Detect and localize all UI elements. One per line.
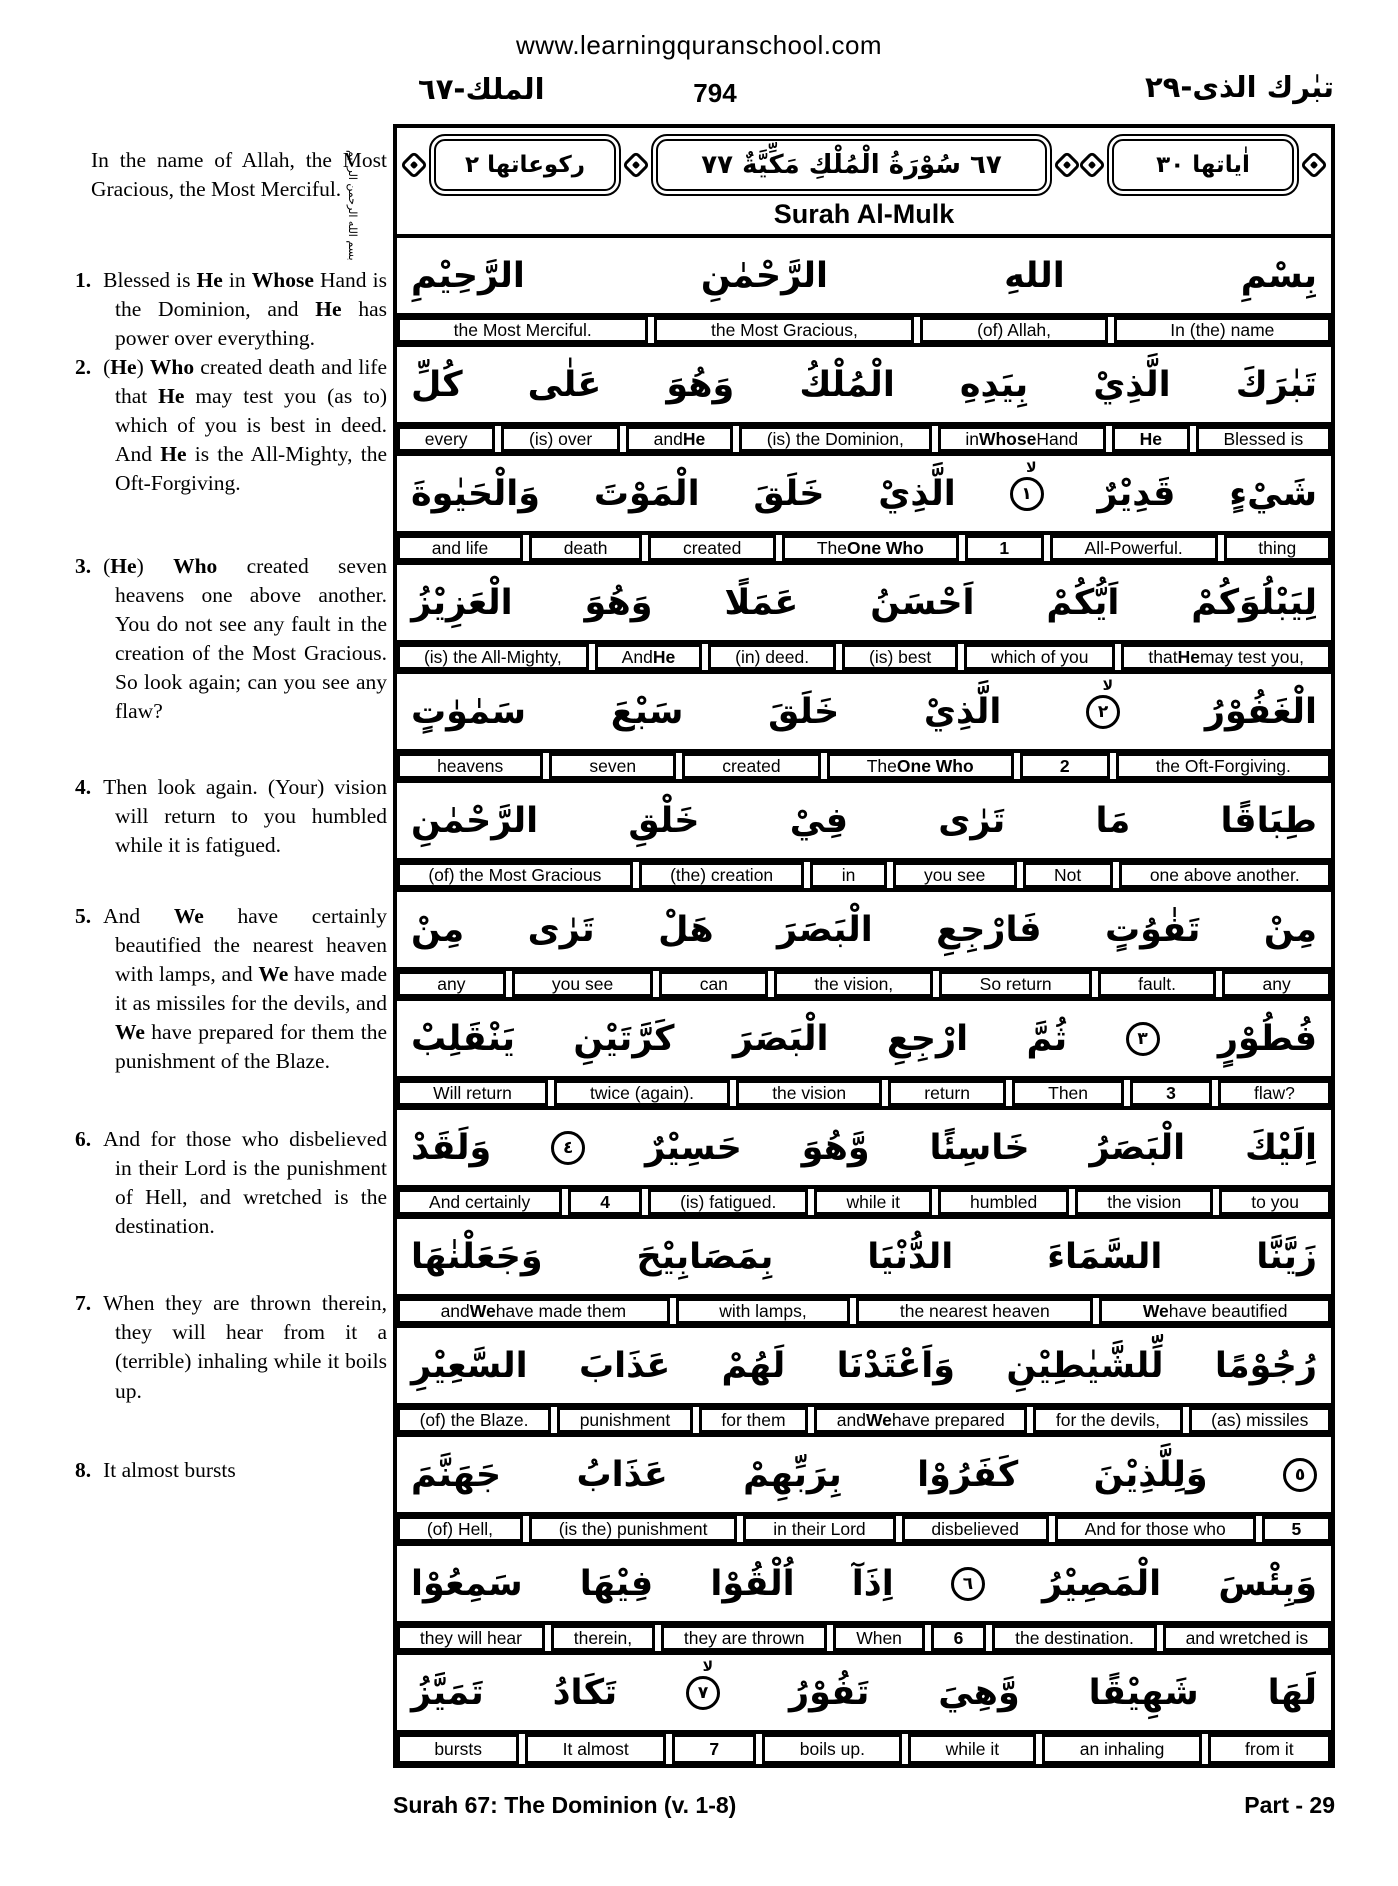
word-translation-cell: 2 <box>1020 753 1110 779</box>
arabic-word: الدُّنْيَا <box>867 1236 954 1277</box>
word-translation-cell: and We have prepared <box>814 1407 1027 1433</box>
word-translation-cell: In (the) name <box>1114 317 1331 343</box>
verse-text: Blessed is He in Whose Hand is the Dominion, and He has power over everything. <box>103 268 387 351</box>
arabic-word: حَسِيْرٌ <box>644 1127 742 1168</box>
word-translation-row <box>397 1076 1331 1110</box>
arabic-word: اللهِ <box>1004 255 1065 296</box>
arabic-word: وَبِئْسَ <box>1218 1563 1317 1604</box>
banner-ayah-count: اٰياتها ٣٠ <box>1107 134 1299 196</box>
arabic-word: ثُمَّ <box>1026 1018 1068 1059</box>
word-translation-cell: the Most Gracious, <box>654 317 914 343</box>
arabic-word: وَّهُوَ <box>801 1127 870 1168</box>
word-translation-cell: fault. <box>1098 971 1216 997</box>
word-translation-cell: And He <box>595 644 702 670</box>
word-translation-cell: you see <box>512 971 654 997</box>
arabic-word: السَّمَاءَ <box>1047 1236 1163 1277</box>
word-translation-cell: and wretched is <box>1163 1625 1331 1651</box>
stop-mark: لا <box>702 1658 714 1675</box>
word-translation-cell: The One Who <box>782 535 958 561</box>
arabic-word: الْبَصَرُ <box>1089 1127 1186 1168</box>
sidebar-verse-translation <box>75 353 387 498</box>
word-translation-cell: and We have made them <box>397 1298 670 1324</box>
surah-ornamental-banner <box>404 134 1324 196</box>
word-translation-cell: (of) the Most Gracious <box>397 862 633 888</box>
word-translation-row <box>397 1294 1331 1328</box>
arabic-word: بِرَبِّهِمْ <box>743 1454 842 1495</box>
word-translation-cell: the destination. <box>992 1625 1156 1651</box>
verse-number: 2. <box>75 355 92 380</box>
word-translation-cell: thing <box>1224 535 1331 561</box>
floral-ornament-icon <box>1078 151 1106 179</box>
verse-end-medallion: ٤ <box>551 1131 585 1165</box>
arabic-word: رُجُوْمًا <box>1214 1345 1317 1386</box>
arabic-word: كُلِّ <box>411 364 463 405</box>
arabic-verse-row <box>397 892 1331 967</box>
floral-ornament-icon <box>1300 151 1328 179</box>
verse-end-medallion: ٥ <box>1283 1458 1317 1492</box>
word-translation-cell: the vision <box>736 1080 882 1106</box>
stop-mark: لا <box>1102 677 1114 694</box>
word-translation-cell: twice (again). <box>554 1080 730 1106</box>
arabic-word: بِمَصَابِيْحَ <box>636 1236 774 1277</box>
word-translation-cell: Will return <box>397 1080 548 1106</box>
word-translation-cell: you see <box>893 862 1017 888</box>
arabic-word: الْمُلْكُ <box>799 364 895 405</box>
word-translation-cell: When <box>833 1625 924 1651</box>
word-translation-cell: an inhaling <box>1042 1734 1201 1764</box>
word-translation-row <box>397 422 1331 456</box>
verse-end-medallion: ٦ <box>951 1567 985 1601</box>
arabic-word: فِيْهَا <box>579 1563 654 1604</box>
arabic-word: وَهُوَ <box>584 582 653 623</box>
word-translation-cell: (is) the Dominion, <box>739 426 932 452</box>
verse-number: 4. <box>75 775 92 800</box>
word-translation-cell: 3 <box>1130 1080 1212 1106</box>
word-translation-cell: for the devils, <box>1033 1407 1182 1433</box>
header-juz-name-arabic: تبٰرك الذى-٢٩ <box>1144 70 1334 104</box>
arabic-word: اَحْسَنُ <box>870 582 975 623</box>
arabic-word: مِنْ <box>1263 909 1317 950</box>
word-translation-cell: (of) the Blaze. <box>397 1407 551 1433</box>
arabic-word: جَهَنَّمَ <box>411 1454 502 1495</box>
word-translation-cell: for them <box>699 1407 808 1433</box>
word-translation-cell: that He may test you, <box>1121 644 1331 670</box>
sidebar-verse-translation <box>75 773 387 860</box>
arabic-word: لَهُمْ <box>721 1345 786 1386</box>
word-translation-row <box>397 313 1331 347</box>
word-translation-cell: (is) fatigued. <box>648 1189 808 1215</box>
arabic-word: خَلَقَ <box>753 473 825 514</box>
arabic-word: وَاَعْتَدْنَا <box>836 1345 956 1386</box>
arabic-word: الْبَصَرَ <box>732 1018 829 1059</box>
arabic-word: بِسْمِ <box>1240 255 1317 296</box>
banner-surah-name: ٦٧ سُوْرَةُ الْمُلْكِ مَكِّيَّةٌ ٧٧ <box>651 134 1052 196</box>
arabic-verse-row <box>397 565 1331 640</box>
verse-number: 7. <box>75 1291 92 1316</box>
arabic-word: اُلْقُوْا <box>710 1563 795 1604</box>
word-translation-cell: 5 <box>1262 1516 1331 1542</box>
word-translation-cell: from it <box>1208 1734 1331 1764</box>
sidebar-verse-translation <box>75 266 387 353</box>
arabic-word: فُطُوْرٍ <box>1217 1018 1317 1059</box>
arabic-word: شَهِيْقًا <box>1088 1672 1199 1713</box>
word-translation-cell: the vision, <box>774 971 933 997</box>
word-translation-cell: disbelieved <box>902 1516 1049 1542</box>
word-translation-cell: (the) creation <box>639 862 805 888</box>
word-translation-cell: and life <box>397 535 523 561</box>
arabic-word: الْغَفُوْرُ <box>1204 691 1317 732</box>
sidebar-verse-translation <box>75 1456 387 1485</box>
verse-text: Then look again. (Your) vision will return to you humbled while it is fatigued. <box>103 775 387 858</box>
arabic-word: مَا <box>1095 800 1131 841</box>
word-translation-row <box>397 1403 1331 1437</box>
arabic-word: خَاسِئًا <box>929 1127 1030 1168</box>
word-translation-row <box>397 531 1331 565</box>
verse-number: 5. <box>75 904 92 929</box>
sidebar-verse-translation <box>75 902 387 1076</box>
arabic-word: تَرٰى <box>527 909 595 950</box>
arabic-word: الرَّحِيْمِ <box>411 255 525 296</box>
arabic-word: الَّذِيْ <box>1093 364 1171 405</box>
word-translation-cell: So return <box>939 971 1091 997</box>
verse-number: 3. <box>75 554 92 579</box>
arabic-word: السَّعِيْرِ <box>411 1345 528 1386</box>
arabic-word: كَرَّتَيْنِ <box>573 1018 675 1059</box>
word-translation-cell: can <box>659 971 768 997</box>
arabic-word: فَارْجِعِ <box>936 909 1042 950</box>
verse-text: When they are thrown therein, they will hear from it a (terrible) inhaling while it boils up. <box>103 1291 387 1403</box>
footer-part-number: Part - 29 <box>1244 1792 1335 1818</box>
word-translation-cell: flaw? <box>1218 1080 1331 1106</box>
arabic-verse-row <box>397 238 1331 313</box>
arabic-word: ارْجِعِ <box>886 1018 969 1059</box>
surah-title: Surah Al-Mulk <box>397 198 1331 238</box>
verse-number: 8. <box>75 1457 92 1482</box>
word-translation-cell: therein, <box>551 1625 655 1651</box>
arabic-word: الَّذِيْ <box>878 473 956 514</box>
arabic-word: الرَّحْمٰنِ <box>700 255 829 296</box>
arabic-word: عَذَابَ <box>578 1345 671 1386</box>
verse-end-medallion: ٧ لا <box>686 1676 720 1710</box>
arabic-word: عَلٰى <box>527 364 602 405</box>
word-translation-cell: they are thrown <box>661 1625 827 1651</box>
word-translation-cell: return <box>888 1080 1006 1106</box>
arabic-verse-row <box>397 1437 1331 1512</box>
sidebar-verse-translation <box>75 552 387 726</box>
word-translation-cell: 7 <box>672 1734 756 1764</box>
word-translation-cell: death <box>529 535 642 561</box>
arabic-word: لِيَبْلُوَكُمْ <box>1191 582 1317 623</box>
word-translation-cell: punishment <box>557 1407 693 1433</box>
arabic-verse-row <box>397 1655 1331 1730</box>
word-translation-cell: heavens <box>397 753 543 779</box>
arabic-word: تَفٰوُتٍ <box>1104 909 1201 950</box>
word-translation-cell: 1 <box>965 535 1044 561</box>
word-translation-cell: every <box>397 426 495 452</box>
word-translation-cell: Blessed is <box>1196 426 1331 452</box>
arabic-word: عَذَابُ <box>576 1454 668 1495</box>
word-translation-cell: (of) Allah, <box>920 317 1107 343</box>
verse-end-medallion: ١ لا <box>1010 477 1044 511</box>
word-translation-cell: created <box>648 535 776 561</box>
word-translation-cell: seven <box>549 753 676 779</box>
arabic-word: شَيْءٍ <box>1229 473 1317 514</box>
site-url: www.learningquranschool.com <box>515 30 883 60</box>
verse-text: (He) Who created death and life that He may test you (as to) which of you is best in deed. And He is the All-Mighty, the Oft-Forgiving. <box>103 355 387 496</box>
verse-text: (He) Who created seven heavens one above another. You do not see any fault in the creation of the Most Gracious. So look again; can you see any flaw? <box>103 554 387 724</box>
arabic-word: تَكَادُ <box>552 1672 618 1713</box>
word-translation-cell: while it <box>814 1189 932 1215</box>
word-translation-cell: All-Powerful. <box>1050 535 1218 561</box>
arabic-word: تَبٰرَكَ <box>1235 364 1317 405</box>
verse-end-medallion: ٢ لا <box>1086 695 1120 729</box>
word-translation-cell: (of) Hell, <box>397 1516 523 1542</box>
arabic-verse-row <box>397 1110 1331 1185</box>
word-translation-cell: in <box>810 862 886 888</box>
floral-ornament-icon <box>400 151 428 179</box>
arabic-word: تَرٰى <box>938 800 1006 841</box>
bismillah-vertical-arabic: بسم الله الرحمن الرحيم <box>346 150 359 261</box>
arabic-verse-row <box>397 674 1331 749</box>
arabic-word: وَهُوَ <box>666 364 735 405</box>
word-translation-cell: created <box>682 753 821 779</box>
arabic-word: سَمٰوٰتٍ <box>411 691 527 732</box>
arabic-word: الَّذِيْ <box>923 691 1002 732</box>
word-translation-cell: any <box>397 971 506 997</box>
word-translation-cell: they will hear <box>397 1625 545 1651</box>
floral-ornament-icon <box>622 151 650 179</box>
header-surah-name-arabic: الملك-٦٧ <box>418 72 545 106</box>
word-translation-cell: Then <box>1012 1080 1124 1106</box>
arabic-verse-row <box>397 347 1331 422</box>
arabic-word: يَنْقَلِبْ <box>411 1018 516 1059</box>
word-translation-cell: (is) best <box>842 644 958 670</box>
arabic-word: كَفَرُوْا <box>917 1454 1019 1495</box>
word-translation-row <box>397 1730 1331 1764</box>
verse-text: And for those who disbelieved in their Lord is the punishment of Hell, and wretched is the destination. <box>103 1127 387 1239</box>
word-translation-cell: (is the) punishment <box>529 1516 738 1542</box>
arabic-word: الْعَزِيْزُ <box>411 582 513 623</box>
word-translation-cell: the vision <box>1075 1189 1213 1215</box>
word-translation-cell: And certainly <box>397 1189 562 1215</box>
translation-sidebar <box>75 146 387 1532</box>
word-translation-cell: while it <box>908 1734 1036 1764</box>
word-translation-row <box>397 1621 1331 1655</box>
arabic-word: اَيُّكُمْ <box>1046 582 1120 623</box>
arabic-word: اِلَيْكَ <box>1244 1127 1317 1168</box>
arabic-word: اِذَآ <box>851 1563 894 1604</box>
word-translation-cell: and He <box>626 426 733 452</box>
word-translation-cell: (is) over <box>501 426 620 452</box>
arabic-word: مِنْ <box>411 909 465 950</box>
word-translation-cell: We have beautified <box>1099 1298 1331 1324</box>
verse-end-medallion: ٣ <box>1126 1022 1160 1056</box>
arabic-word: وَلَقَدْ <box>411 1127 492 1168</box>
arabic-verse-row <box>397 1328 1331 1403</box>
stop-mark: لا <box>1026 459 1037 476</box>
arabic-word: وَلِلَّذِيْنَ <box>1093 1454 1208 1495</box>
arabic-word: لَهَا <box>1267 1672 1317 1713</box>
arabic-word: الرَّحْمٰنِ <box>411 800 539 841</box>
arabic-word: عَمَلًا <box>724 582 799 623</box>
word-translation-cell: to you <box>1219 1189 1331 1215</box>
word-translation-cell: bursts <box>397 1734 519 1764</box>
word-translation-cell: (as) missiles <box>1189 1407 1331 1433</box>
arabic-verse-row <box>397 1219 1331 1294</box>
word-translation-cell: (is) the All-Mighty, <box>397 644 589 670</box>
word-translation-cell: the Most Merciful. <box>397 317 648 343</box>
arabic-verse-row <box>397 783 1331 858</box>
word-translation-row <box>397 640 1331 674</box>
arabic-word: خَلَقَ <box>768 691 840 732</box>
arabic-word: بِيَدِهِ <box>959 364 1029 405</box>
word-translation-cell: And for those who <box>1055 1516 1256 1542</box>
word-translation-cell: the nearest heaven <box>856 1298 1093 1324</box>
arabic-word: هَلْ <box>658 909 714 950</box>
word-translation-cell: humbled <box>938 1189 1069 1215</box>
arabic-word: قَدِيْرٌ <box>1097 473 1176 514</box>
verse-number: 6. <box>75 1127 92 1152</box>
arabic-word: فِيْ <box>789 800 849 841</box>
arabic-word: سَبْعَ <box>610 691 684 732</box>
word-translation-cell: in their Lord <box>743 1516 895 1542</box>
arabic-word: الْمَوْتَ <box>593 473 700 514</box>
word-translation-cell: 6 <box>931 1625 986 1651</box>
word-translation-cell: The One Who <box>827 753 1014 779</box>
word-translation-row <box>397 1185 1331 1219</box>
footer-surah-reference: Surah 67: The Dominion (v. 1-8) <box>393 1792 737 1818</box>
arabic-word: سَمِعُوْا <box>411 1563 523 1604</box>
arabic-verse-row <box>397 1546 1331 1621</box>
word-translation-cell: 4 <box>568 1189 642 1215</box>
sidebar-verse-translation <box>75 1125 387 1241</box>
word-translation-row <box>397 749 1331 783</box>
word-translation-cell: He <box>1112 426 1190 452</box>
word-translation-row <box>397 858 1331 892</box>
verse-number: 1. <box>75 268 92 293</box>
word-translation-cell: It almost <box>525 1734 666 1764</box>
verse-text: And We have certainly beautified the nearest heaven with lamps, and We have made it as missiles for the devils, and We have prepared for them the punishment of the Blaze. <box>103 904 388 1074</box>
arabic-word: خَلْقِ <box>628 800 700 841</box>
arabic-word: وَّهِيَ <box>938 1672 1020 1713</box>
word-translation-cell: any <box>1222 971 1331 997</box>
arabic-word: تَفُوْرُ <box>788 1672 870 1713</box>
page-number: 794 <box>693 78 737 108</box>
arabic-word: وَجَعَلْنٰهَا <box>411 1236 543 1277</box>
word-translation-cell: one above another. <box>1119 862 1331 888</box>
arabic-word: الْبَصَرَ <box>777 909 873 950</box>
arabic-word: تَمَيَّزُ <box>411 1672 484 1713</box>
arabic-verse-row <box>397 1001 1331 1076</box>
word-translation-cell: in Whose Hand <box>938 426 1106 452</box>
word-translation-cell: the Oft-Forgiving. <box>1116 753 1331 779</box>
arabic-word: الْمَصِيْرُ <box>1042 1563 1162 1604</box>
word-translation-cell: with lamps, <box>676 1298 851 1324</box>
page-footer <box>393 1792 1335 1819</box>
floral-ornament-icon <box>1053 151 1081 179</box>
word-translation-cell: boils up. <box>762 1734 902 1764</box>
word-translation-row <box>397 967 1331 1001</box>
arabic-verse-row <box>397 456 1331 531</box>
word-translation-cell: (in) deed. <box>708 644 836 670</box>
word-translation-row <box>397 1512 1331 1546</box>
verse-text: It almost bursts <box>103 1457 236 1482</box>
word-translation-cell: Not <box>1023 862 1113 888</box>
sidebar-verse-translation <box>75 1289 387 1405</box>
word-translation-cell: which of you <box>964 644 1115 670</box>
quran-word-by-word-table <box>393 124 1335 1768</box>
arabic-word: لِّلشَّيٰطِيْنِ <box>1006 1345 1164 1386</box>
bismillah-translation: In the name of Allah, the Most Gracious, the Most Merciful. <box>91 148 387 202</box>
arabic-word: زَيَّنَّا <box>1256 1236 1317 1277</box>
arabic-word: طِبَاقًا <box>1220 800 1317 841</box>
arabic-word: وَالْحَيٰوةَ <box>411 473 541 514</box>
banner-ruku-count: ركوعاتها ٢ <box>429 134 621 196</box>
